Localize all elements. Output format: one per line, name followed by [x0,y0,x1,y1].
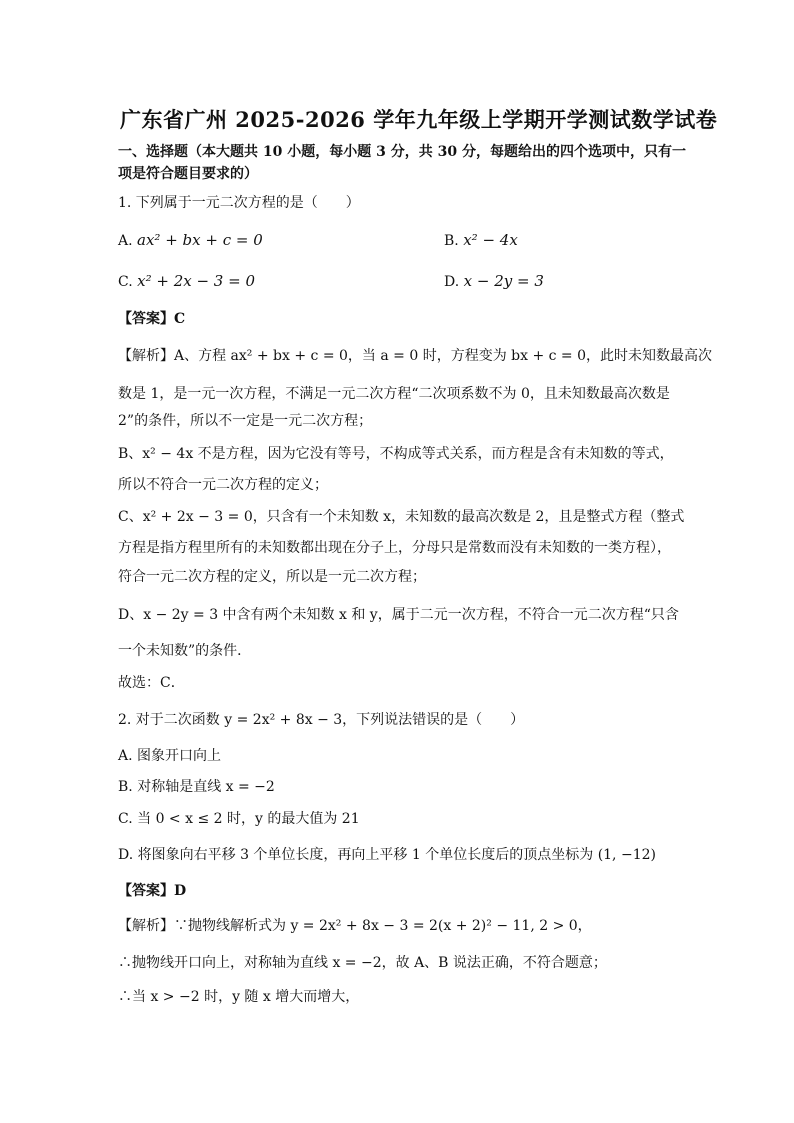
q1-analysis-line: 2”的条件，所以不一定是一元二次方程； [118,413,373,429]
section-header-line1: 一、选择题（本大题共 10 小题，每小题 3 分，共 30 分，每题给出的四个选项中，只有一 [118,144,686,160]
q1-option-c [118,270,255,293]
q1-answer: 【答案】C [118,311,186,327]
q1-analysis-line: 所以不符合一元二次方程的定义； [118,477,328,493]
q1-analysis-line: 一个未知数”的条件． [118,643,252,659]
q1-stem: 1. 下列属于一元二次方程的是（ ） [118,195,360,211]
q1-option-d [444,270,544,293]
q1-option-a-math: ax² + bx + c = 0 [137,231,263,249]
q1-analysis-line: 符合一元二次方程的定义，所以是一元二次方程； [118,569,426,585]
q2-analysis-line: 【解析】∵抛物线解析式为 y = 2x² + 8x − 3 = 2(x + 2)² − 11, 2 > 0， [118,918,592,934]
q1-analysis-line: 【解析】A、方程 ax² + bx + c = 0，当 a = 0 时，方程变为 bx + c = 0，此时未知数最高次 [118,348,713,364]
q1-option-a [118,229,263,252]
q1-option-b [444,229,518,252]
q2-option-c: C. 当 0 < x ≤ 2 时，y 的最大值为 21 [118,811,360,827]
q1-analysis-line: B、x² − 4x 不是方程，因为它没有等号，不构成等式关系，而方程是含有未知数的等式， [118,446,674,462]
q2-stem: 2. 对于二次函数 y = 2x² + 8x − 3，下列说法错误的是（ ） [118,712,525,728]
q1-option-a-label: A. [118,233,133,249]
q1-analysis-line: C、x² + 2x − 3 = 0，只含有一个未知数 x，未知数的最高次数是 2，且是整式方程（整式 [118,509,685,525]
section-header-line2: 项是符合题目要求的） [118,166,258,182]
q2-option-d: D. 将图象向右平移 3 个单位长度，再向上平移 1 个单位长度后的顶点坐标为 (1, −12) [118,847,656,863]
q2-analysis-line: ∴抛物线开口向上，对称轴为直线 x = −2，故 A、B 说法正确，不符合题意； [118,955,607,971]
q1-analysis-line: 方程是指方程里所有的未知数都出现在分子上，分母只是常数而没有未知数的一类方程）， [118,540,671,556]
q1-option-c-label: C. [118,274,133,290]
q1-analysis-line: 故选：C． [118,675,185,691]
q1-option-d-math: x − 2y = 3 [463,272,544,290]
q2-option-a: A. 图象开口向上 [118,748,222,764]
exam-title: 广东省广州 2025-2026 学年九年级上学期开学测试数学试卷 [120,107,718,132]
q1-option-c-math: x² + 2x − 3 = 0 [137,272,256,290]
q1-analysis-line: D、x − 2y = 3 中含有两个未知数 x 和 y，属于二元一次方程，不符合一元二次方程“只含 [118,607,679,623]
q1-analysis-line: 数是 1，是一元一次方程，不满足一元二次方程“二次项系数不为 0，且未知数最高次数是 [118,386,670,402]
q1-option-b-math: x² − 4x [463,231,518,249]
q1-option-d-label: D. [444,274,460,290]
q2-answer: 【答案】D [118,883,187,899]
q2-analysis-line: ∴当 x > −2 时，y 随 x 增大而增大， [118,989,360,1005]
q1-option-b-label: B. [444,233,459,249]
q2-option-b: B. 对称轴是直线 x = −2 [118,779,275,795]
